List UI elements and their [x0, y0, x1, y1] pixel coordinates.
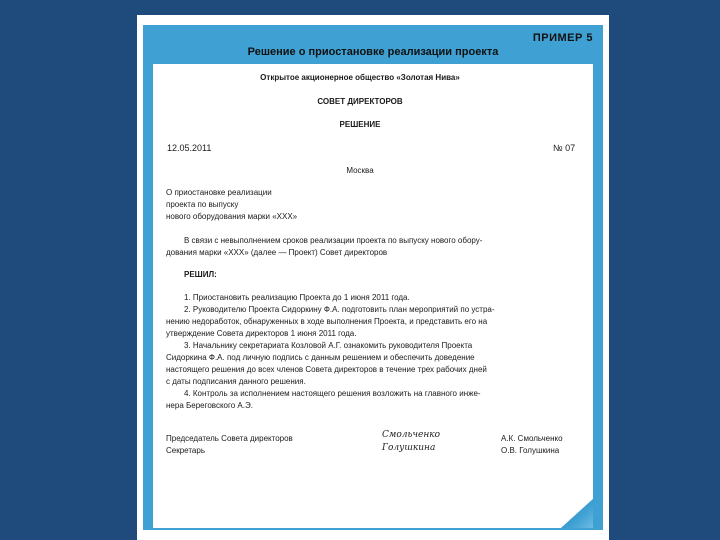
decision-line: утверждение Совета директоров 1 июня 2011 года. — [166, 329, 357, 338]
subject-line: О приостановке реализации — [166, 188, 272, 197]
signatory-role: Секретарь — [166, 446, 205, 455]
decision-line: 3. Начальнику секретариата Козловой А.Г. ознакомить руководителя Проекта — [184, 341, 473, 350]
document-number: № 07 — [553, 143, 576, 153]
document-place: Москва — [346, 166, 374, 175]
decision-line: настоящего решения до всех членов Совета директоров в течение трех рабочих дней — [166, 365, 487, 374]
document-type: РЕШЕНИЕ — [339, 120, 381, 129]
board-name: СОВЕТ ДИРЕКТОРОВ — [317, 97, 403, 106]
decision-line: 2. Руководителю Проекта Сидоркину Ф.А. подготовить план мероприятий по устра- — [184, 305, 495, 314]
decision-line: 4. Контроль за исполнением настоящего решения возложить на главного инже- — [184, 389, 481, 398]
subject-line: нового оборудования марки «ХХХ» — [166, 212, 298, 221]
decision-line: нению недоработок, обнаруженных в ходе выполнения Проекта, и представить его на — [166, 317, 488, 326]
preamble-line: В связи с невыполнением сроков реализации проекта по выпуску нового обору- — [184, 236, 483, 245]
organization-name: Открытое акционерное общество «Золотая Нива» — [260, 73, 460, 82]
subject-line: проекта по выпуску — [166, 200, 239, 209]
decision-line: Сидоркина Ф.А. под личную подпись с данным решением и обеспечить доведение — [166, 353, 475, 362]
decision-line: с даты подписания данного решения. — [166, 377, 306, 386]
document-date: 12.05.2011 — [167, 143, 212, 153]
handwritten-signature: Смольченко — [382, 430, 441, 440]
example-title: Решение о приостановке реализации проекта — [247, 46, 499, 58]
handwritten-signature: Голушкина — [382, 443, 436, 453]
decision-line: 1. Приостановить реализацию Проекта до 1 июня 2011 года. — [184, 293, 410, 302]
signatory-name: О.В. Голушкина — [501, 446, 560, 455]
example-label: ПРИМЕР 5 — [532, 32, 593, 44]
decision-line: нера Береговского А.Э. — [166, 401, 253, 410]
resolved-heading: РЕШИЛ: — [184, 270, 217, 279]
signatory-name: А.К. Смольченко — [501, 434, 563, 443]
signatory-role: Председатель Совета директоров — [166, 434, 293, 443]
preamble-line: дования марки «ХХХ» (далее — Проект) Совет директоров — [166, 248, 388, 257]
